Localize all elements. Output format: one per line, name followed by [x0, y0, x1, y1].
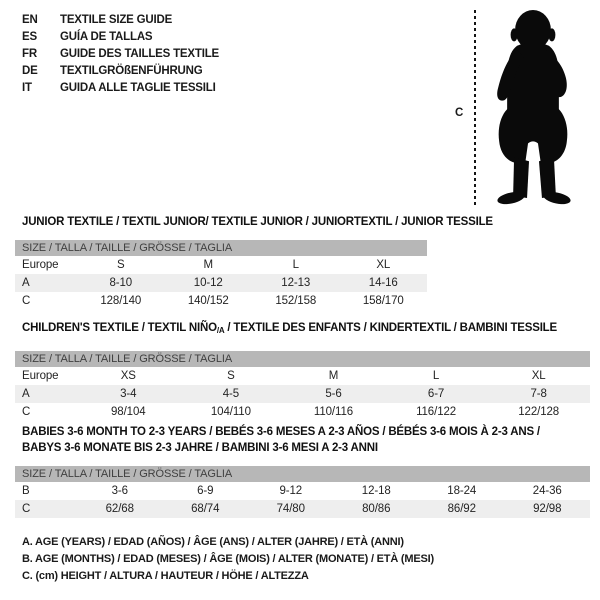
toddler-silhouette-icon: [487, 8, 579, 207]
language-row-fr: [22, 46, 219, 63]
table-cell: 24-36: [532, 485, 562, 497]
table-row-height: [15, 292, 427, 310]
table-cell: 116/122: [416, 406, 457, 418]
table-cell: 80/86: [362, 503, 391, 515]
table-cell: 12-13: [281, 277, 311, 289]
title-part: CHILDREN'S TEXTILE / TEXTIL NIÑO: [22, 322, 217, 334]
language-row-it: [22, 80, 219, 97]
table-row-age: [15, 385, 590, 403]
junior-table-title: JUNIOR TEXTILE / TEXTIL JUNIOR/ TEXTILE JUNIOR / JUNIORTEXTIL / JUNIOR TESSILE: [22, 216, 493, 228]
table-cell: 140/152: [187, 295, 229, 307]
table-cell: S: [116, 259, 125, 271]
language-code: ES: [22, 31, 37, 43]
size-header-bar: SIZE / TALLA / TAILLE / GRÖSSE / TAGLIA: [15, 240, 427, 256]
row-label: Europe: [22, 370, 59, 382]
table-cell: 122/128: [518, 406, 560, 418]
table-row-age: [15, 274, 427, 292]
language-title: TEXTILE SIZE GUIDE: [60, 14, 173, 26]
babies-table-section: [15, 424, 590, 518]
table-cell: 92/98: [533, 503, 562, 515]
table-row-height: [15, 403, 590, 421]
table-row-europe: [15, 367, 590, 385]
language-list: [22, 12, 219, 97]
size-header-bar: SIZE / TALLA / TAILLE / GRÖSSE / TAGLIA: [15, 466, 590, 482]
children-table-section: [15, 321, 590, 421]
row-label: C: [22, 295, 31, 307]
babies-table-title-line1: BABIES 3-6 MONTH TO 2-3 YEARS / BEBÉS 3-6 MESES A 2-3 AÑOS / BÉBÉS 3-6 MOIS À 2-3 ANS /: [22, 426, 540, 438]
table-cell: 10-12: [193, 277, 223, 289]
table-cell: 68/74: [191, 503, 220, 515]
footnotes: [22, 534, 434, 585]
table-cell: 158/170: [362, 295, 404, 307]
table-cell: 6-9: [197, 485, 214, 497]
table-cell: 12-18: [361, 485, 391, 497]
language-title: GUÍA DE TALLAS: [60, 31, 153, 43]
table-cell: 6-7: [427, 388, 445, 400]
row-label: A: [22, 388, 30, 400]
language-row-es: [22, 29, 219, 46]
table-cell: M: [328, 370, 339, 382]
table-cell: L: [432, 370, 440, 382]
language-code: EN: [22, 14, 38, 26]
table-cell: 62/68: [105, 503, 134, 515]
footnote-age-years: A. AGE (YEARS) / EDAD (AÑOS) / ÂGE (ANS) / ALTER (JAHRE) / ETÀ (ANNI): [22, 536, 404, 548]
row-label: C: [22, 406, 31, 418]
row-label: C: [22, 503, 31, 515]
table-cell: L: [292, 259, 299, 271]
table-cell: 98/104: [111, 406, 146, 418]
table-cell: XL: [531, 370, 546, 382]
table-cell: 3-6: [111, 485, 128, 497]
table-cell: 3-4: [120, 388, 137, 400]
table-cell: 8-10: [109, 277, 133, 289]
junior-table-section: [15, 215, 493, 310]
language-title: GUIDE DES TAILLES TEXTILE: [60, 48, 219, 60]
row-label: Europe: [22, 259, 59, 271]
table-cell: 110/116: [313, 406, 354, 418]
footnote-age-months: B. AGE (MONTHS) / EDAD (MESES) / ÂGE (MOIS) / ALTER (MONATE) / ETÀ (MESI): [22, 553, 434, 565]
table-cell: XL: [376, 259, 391, 271]
language-title: GUIDA ALLE TAGLIE TESSILI: [60, 82, 216, 94]
children-table-title: [22, 321, 590, 338]
table-cell: 14-16: [368, 277, 398, 289]
table-cell: M: [203, 259, 213, 271]
table-cell: 5-6: [325, 388, 342, 400]
table-cell: 104/110: [210, 406, 251, 418]
language-row-en: [22, 12, 219, 29]
row-label: B: [22, 485, 30, 497]
table-cell: S: [227, 370, 235, 382]
table-cell: 128/140: [100, 295, 142, 307]
footnote-height-cm: C. (cm) HEIGHT / ALTURA / HAUTEUR / HÖHE / ALTEZZA: [22, 570, 309, 582]
table-row-europe: [15, 256, 427, 274]
table-cell: 9-12: [279, 485, 303, 497]
height-dashed-line: [474, 10, 476, 207]
language-row-de: [22, 63, 219, 80]
table-cell: 152/158: [275, 295, 317, 307]
size-header-bar: SIZE / TALLA / TAILLE / GRÖSSE / TAGLIA: [15, 351, 590, 367]
language-code: FR: [22, 48, 37, 60]
row-label: A: [22, 277, 30, 289]
table-cell: 4-5: [222, 388, 240, 400]
language-title: TEXTILGRÖßENFÜHRUNG: [60, 65, 203, 77]
table-cell: 7-8: [530, 388, 547, 400]
title-subscript: /A: [216, 326, 225, 335]
height-marker-label: C: [455, 107, 464, 119]
table-row-months: [15, 482, 590, 500]
language-code: DE: [22, 65, 38, 77]
table-cell: XS: [120, 370, 136, 382]
title-part: / TEXTILE DES ENFANTS / KINDERTEXTIL / BAMBINI TESSILE: [224, 322, 557, 334]
table-row-height: [15, 500, 590, 518]
table-cell: 86/92: [447, 503, 476, 515]
table-cell: 74/80: [276, 503, 305, 515]
babies-table-title-line2: BABYS 3-6 MONATE BIS 2-3 JAHRE / BAMBINI 3-6 MESI A 2-3 ANNI: [22, 442, 378, 454]
table-cell: 18-24: [447, 485, 477, 497]
language-code: IT: [22, 82, 32, 94]
